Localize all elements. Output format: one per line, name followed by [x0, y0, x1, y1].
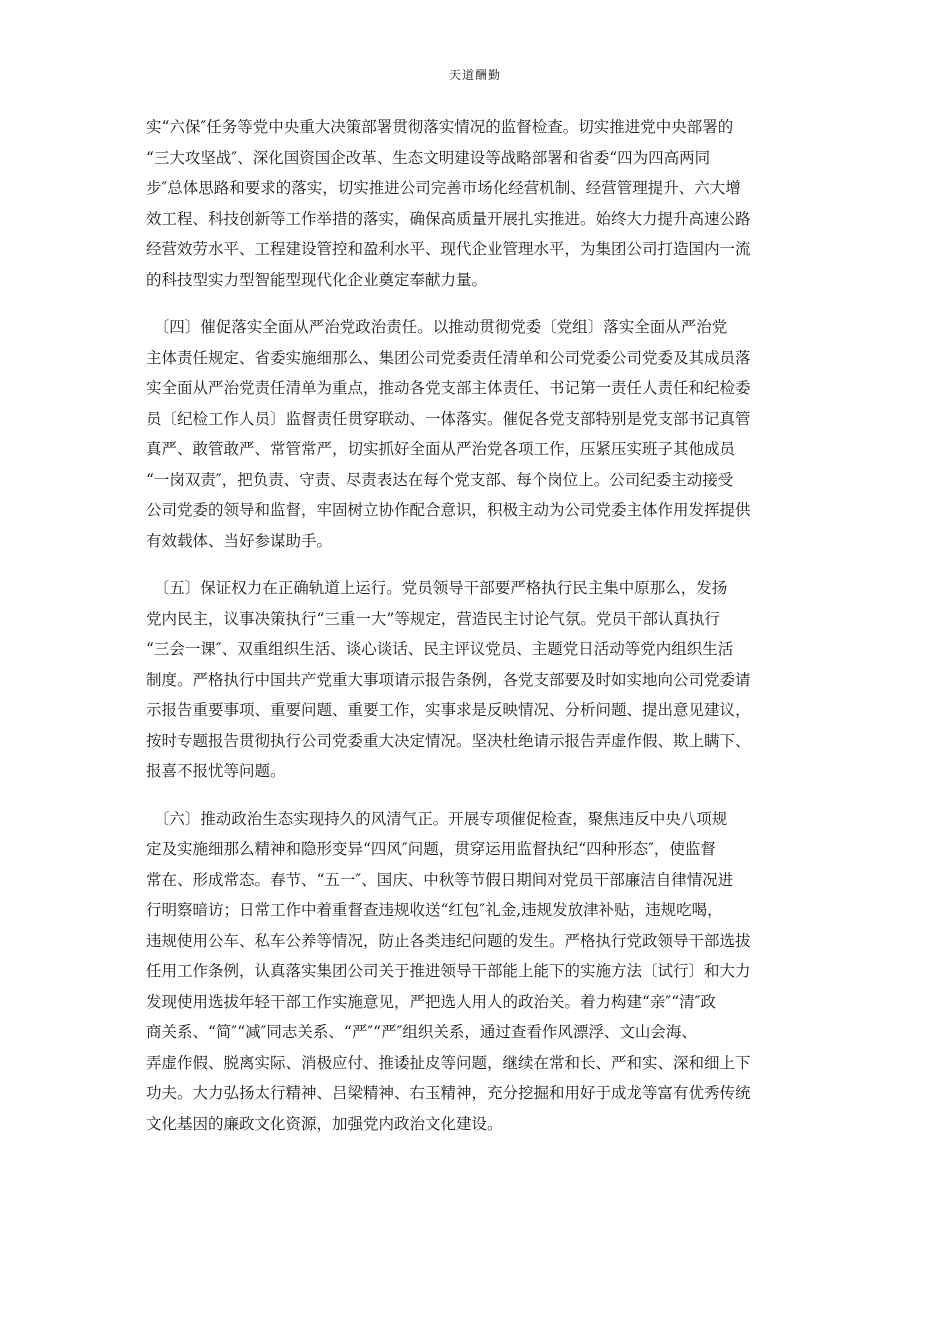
paragraph-section-4: 〔四〕催促落实全面从严治党政治责任。以推动贯彻党委〔党组〕落实全面从严治党 主体责任规定、省委实施细那么、集团公司党委责任清单和公司党委公司党委及其成员落 实全面从严治党责任清单为重点，推动各党支部主体责任、书记第一责任人责任和纪检委 员〔纪检工作人员〕监督责任贯穿联动、一体落实。催促各党支部特别是党支部书记真管 真严、敢管敢严、常管常严，切实抓好全面从严治党各项工作，压紧压实班子其他成员 “一岗双责″，把负责、守责、尽责表达在每个党支部、每个岗位上。公司纪委主动接受 公司党委的领导和监督，牢固树立协作配合意识，积极主动为公司党委主体作用发挥提供 有效载体、当好参谋助手。 — [146, 318, 751, 550]
paragraph-continuation: 实“六保″任务等党中央重大决策部署贯彻落实情况的监督检查。切实推进党中央部署的 “三大攻坚战″、深化国资国企改革、生态文明建设等战略部署和省委“四为四高两同 步″总体思路和要求的落实，切实推进公司完善市场化经营机制、经营管理提升、六大增 效工程、科技创新等工作举措的落实，确保高质量开展扎实推进。始终大力提升高速公路 经营效劳水平、工程建设管控和盈利水平、现代企业管理水平，为集团公司打造国内一流 的科技型实力型智能型现代化企业奠定奉献力量。 — [146, 118, 751, 289]
page-header: 天道酬勤 — [448, 68, 501, 82]
paragraph-section-6: 〔六〕推动政治生态实现持久的风清气正。开展专项催促检查，聚焦违反中央八项规 定及实施细那么精神和隐形变异“四风″问题，贯穿运用监督执纪“四种形态″，使监督 常在、形成常态。春节、“五一″、国庆、中秋等节假日期间对党员干部廉洁自律情况进 行明察暗访；日常工作中着重督查违规收送“红包″礼金,违规发放津补贴，违规吃喝， 违规使用公车、私车公养等情况，防止各类违纪问题的发生。严格执行党政领导干部选拔 任用工作条例，认真落实集团公司关于推进领导干部能上能下的实施方法〔试行〕和大力 发现使用选拔年轻干部工作实施意见，严把选人用人的政治关。着力构建“亲″“清″政 商关系、“简″“减″同志关系、“严″“严″组织关系，通过查看作风漂浮、文山会海、 弄虚作假、脱离实际、消极应付、推诿扯皮等问题，继续在常和长、严和实、深和细上下 功夫。大力弘扬太行精神、吕梁精神、右玉精神，充分挖掘和用好于成龙等富有优秀传统 文化基因的廉政文化资源，加强党内政治文化建设。 — [146, 809, 751, 1133]
paragraph-section-5: 〔五〕保证权力在正确轨道上运行。党员领导干部要严格执行民主集中原那么，发扬 党内民主，议事决策执行“三重一大”等规定，营造民主讨论气氛。党员干部认真执行 “三会一课″、双重组织生活、谈心谈话、民主评议党员、主题党日活动等党内组织生活 制度。严格执行中国共产党重大事项请示报告条例，各党支部要及时如实地向公司党委请 示报告重要事项、重要问题、重要工作，实事求是反映情况、分析问题、提出意见建议， 按时专题报告贯彻执行公司党委重大决定情况。坚决杜绝请示报告弄虚作假、欺上瞒下、 报喜不报忧等问题。 — [146, 579, 751, 780]
document-body — [146, 112, 810, 1139]
